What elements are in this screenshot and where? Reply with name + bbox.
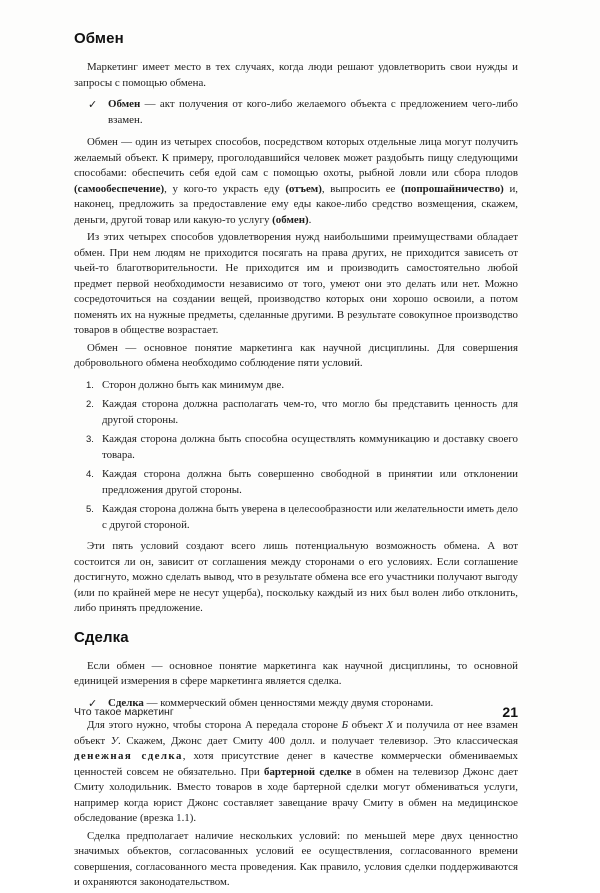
section-heading-exchange: Обмен [74, 30, 124, 47]
running-title: Что такое маркетинг [74, 706, 174, 718]
deal-intro-paragraph: Если обмен — основное понятие маркетинга как научной дисциплины, то основной единицей измерения в сфере маркетинга является сделка. [74, 659, 518, 687]
text-run: , у кого-то украсть еду [164, 182, 286, 195]
term-exchange: (обмен) [272, 213, 309, 226]
party-b: Б [341, 719, 349, 731]
list-item [74, 378, 518, 394]
definition-text: — коммерческий обмен ценностями между двумя сторонами. [143, 696, 434, 709]
list-text: Каждая сторона должна быть уверена в целесообразности или желательности иметь дело с другой стороной. [102, 503, 518, 531]
text-run: , выпросить ее [321, 182, 402, 195]
term-taking: (отъем) [285, 182, 322, 195]
list-number: 5. [86, 504, 94, 515]
term-money-deal: денежная сделка [74, 750, 183, 762]
exchange-methods-paragraph [74, 135, 518, 228]
exchange-definition [74, 97, 518, 128]
checkmark-icon: ✓ [88, 696, 98, 710]
deal-conditions-paragraph: Сделка предполагает наличие нескольких условий: по меньшей мере двух ценностно значимых объектов, согласованных условий ее осуществления, согласованного времени совершения, согласованного места проведения. Как правило, условия сделки поддерживаются и охраняются законодательством. [74, 829, 518, 888]
text-run: и, наконец, предложить за предоставление ему еды какое-либо средство возмещения, скажем, деньги, другой товар или какую-то услугу [74, 182, 518, 226]
list-item [74, 502, 518, 533]
exchange-intro-paragraph: Маркетинг имеет место в тех случаях, когда люди решают удовлетворить свои нужды и запросы с помощью обмена. [74, 61, 518, 89]
deal-example-paragraph [74, 718, 518, 827]
list-number: 4. [86, 469, 94, 480]
text-run: , хотя присутствие денег в качестве коммерчески обмениваемых ценностей совсем не обязательно. При [74, 750, 519, 778]
checkmark-icon: ✓ [88, 98, 98, 111]
list-text: Каждая сторона должна располагать чем-то, что могло бы представить ценность для другой стороны. [102, 398, 518, 426]
exchange-conclusion-paragraph: Эти пять условий создают всего лишь потенциальную возможность обмена. А вот состоится ли он, зависит от соглашения между сторонами о его условиях. Если соглашение достигнуто, можно сделать вывод, что в результате обмена все его участники получают выгоду (или по крайней мере не несут ущерба), поскольку каждый из них был волен либо отклонить, либо принять предложение. [74, 540, 518, 614]
text-run: и получила от нее взамен объект [74, 719, 518, 747]
text-run: объект [348, 719, 387, 731]
list-number: 1. [86, 379, 94, 391]
object-y: У [110, 734, 119, 747]
term-begging: (попрошайничество) [401, 182, 504, 195]
list-number: 2. [86, 399, 94, 410]
list-item [74, 432, 518, 463]
definition-term: Сделка [108, 696, 144, 709]
exchange-advantages-paragraph: Из этих четырех способов удовлетворения нужд наибольшими преимуществами обладает обмен. При нем людям не приходится посягать на права других, не приходится зависеть от чьей-то благотворительности. Не приходится им и производить самостоятельно любой предмет первой необходимости независимо от того, умеют они это делать или нет. Можно сосредоточиться на создании вещей, производство которых они хорошо освоили, а потом поменять их на нужные предметы, сделанные другими. В результате совокупное производство товаров в обществе возрастает. [74, 231, 518, 336]
exchange-conditions-intro: Обмен — основное понятие маркетинга как научной дисциплины. Для совершения добровольного обмена необходимо соблюдение пяти условий. [74, 341, 518, 369]
list-item [74, 467, 518, 498]
text-run: Обмен — один из четырех способов, посредством которых отдельные лица могут получить желаемый объект. К примеру, проголодавшийся человек может раздобыть пищу следующими способами: обеспечить себя едой сам с помощью охоты, рыбной ловли или сбора плодов [74, 136, 518, 179]
section-heading-deal: Сделка [74, 628, 129, 646]
page-number: 21 [502, 704, 518, 720]
text-run: . Скажем, Джонс дает Смиту 400 долл. и получает телевизор. Это классическая [118, 734, 518, 747]
list-text: Сторон должно быть как минимум две. [102, 378, 285, 391]
page-footer [74, 706, 518, 722]
term-self-sufficiency: (самообеспечение) [74, 182, 165, 195]
list-number: 3. [86, 434, 94, 445]
list-text: Каждая сторона должна быть совершенно свободной в принятии или отклонении предложения другой стороны. [102, 468, 518, 496]
term-barter-deal: бартерной сделке [264, 765, 352, 778]
object-x: X [386, 719, 394, 731]
page-content [74, 30, 518, 893]
list-item [74, 397, 518, 428]
text-run: Для этого нужно, чтобы сторона А передала стороне [87, 719, 342, 731]
text-run: в обмен на телевизор Джонс дает Смиту холодильник. Вместо товаров в ходе бартерной сделки могут обмениваться услуги, например когда юрист Джонс составляет завещание врачу Смиту в обмен на медицинское обследование (врезка 1.1). [74, 765, 519, 824]
text-run: . [308, 213, 312, 226]
list-text: Каждая сторона должна быть способна осуществлять коммуникацию и доставку своего товара. [102, 433, 518, 461]
definition-text: — акт получения от кого-либо желаемого объекта с предложением чего-либо взамен. [108, 98, 518, 126]
definition-term: Обмен [108, 98, 141, 110]
exchange-conditions-list [74, 378, 518, 534]
